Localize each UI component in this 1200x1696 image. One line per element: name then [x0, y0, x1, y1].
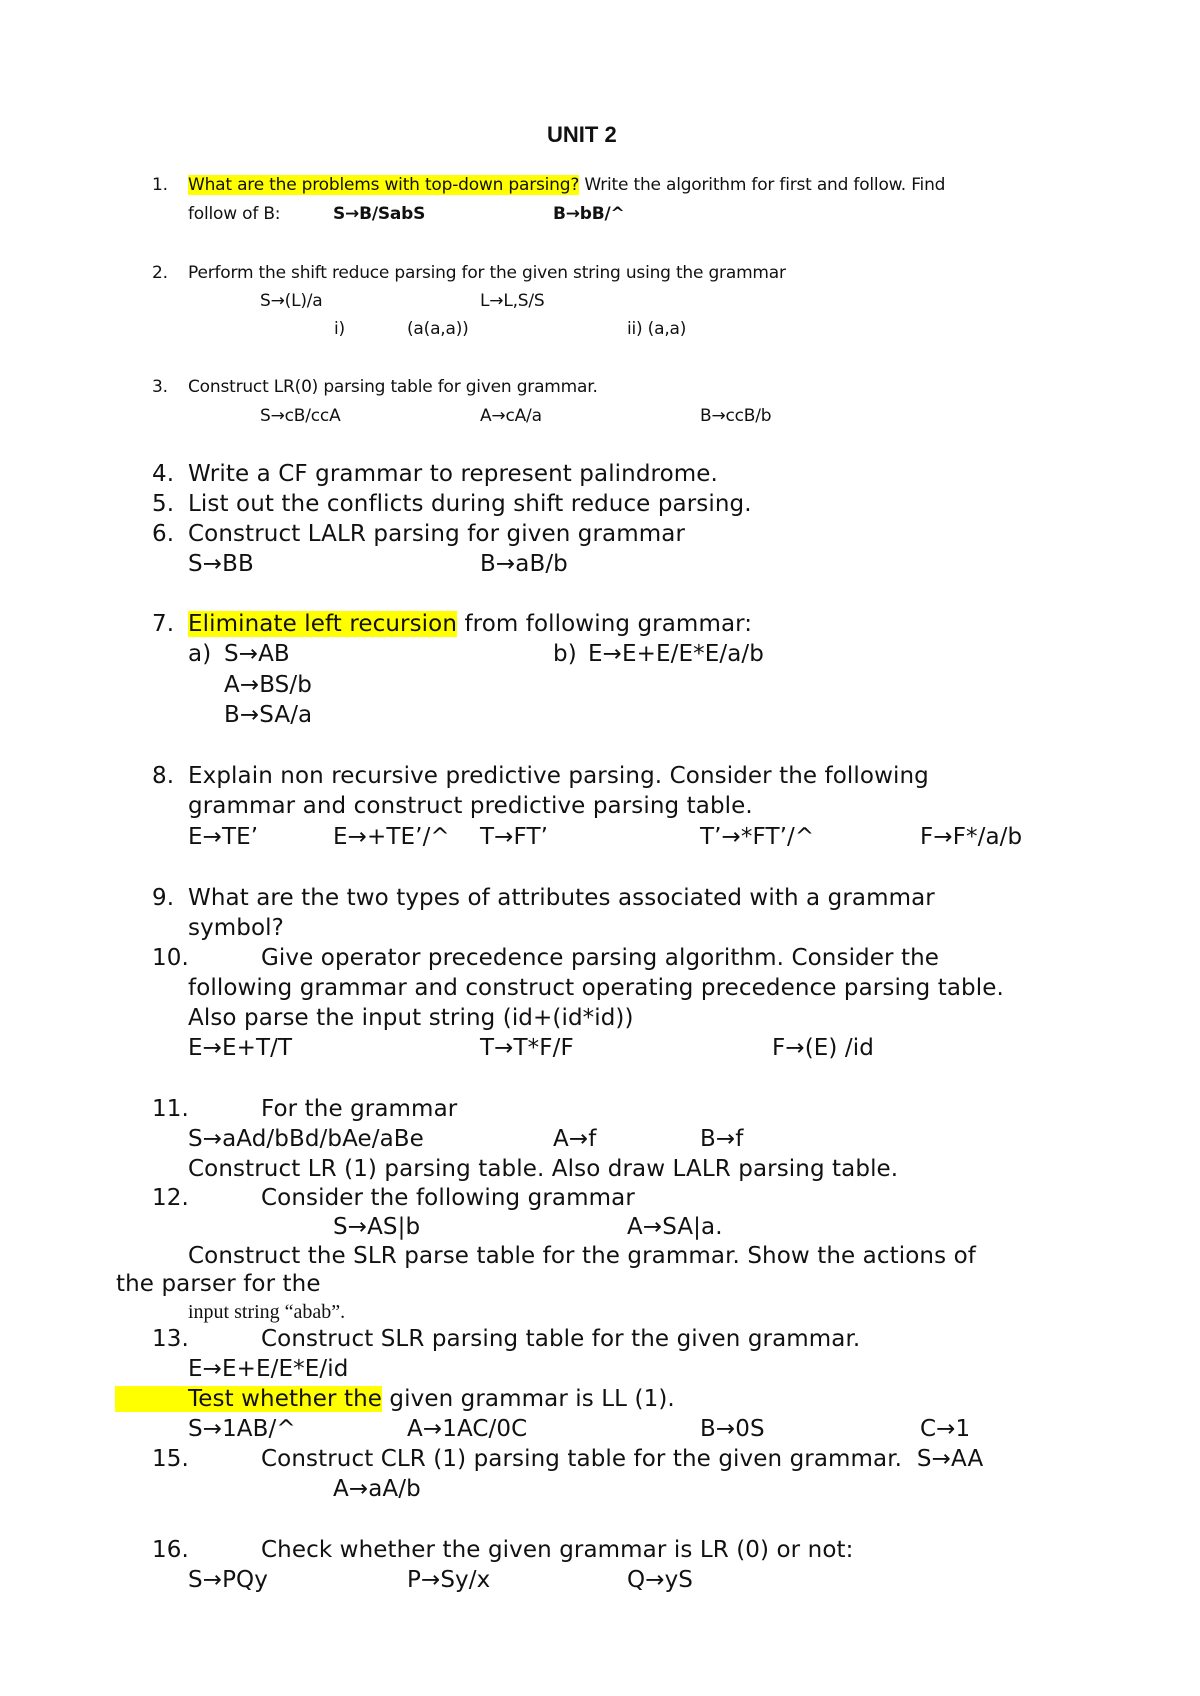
q8-line2: grammar and construct predictive parsing table. [188, 793, 753, 819]
q2-string-1-label: i) [334, 319, 345, 339]
q13-number: 13. [152, 1326, 189, 1352]
q2-string-2: ii) (a,a) [627, 319, 687, 339]
q5-number: 5. [152, 491, 175, 517]
q11-line2: Construct LR (1) parsing table. Also draw LALR parsing table. [188, 1156, 899, 1182]
q12-line2: Construct the SLR parse table for the grammar. Show the actions of [188, 1243, 976, 1269]
q7-b-grammar-1: E→E+E/E*E/a/b [588, 641, 764, 667]
q8-grammar-2: E→+TE’/^ [333, 824, 450, 850]
q2-string-1: (a(a,a)) [407, 319, 469, 339]
q14-grammar-3: B→0S [700, 1416, 765, 1442]
q6-grammar-1: S→BB [188, 551, 254, 577]
q14-highlight: Test whether the [115, 1386, 382, 1412]
q16-line1: Check whether the given grammar is LR (0) or not: [261, 1537, 854, 1563]
q12-grammar-2: A→SA|a. [627, 1214, 723, 1240]
q7-rest: from following grammar: [457, 611, 753, 637]
q12-line1: Consider the following grammar [261, 1185, 635, 1211]
q15-number: 15. [152, 1446, 189, 1472]
q16-grammar-3: Q→yS [627, 1567, 693, 1593]
q2-text: Perform the shift reduce parsing for the given string using the grammar [188, 263, 786, 283]
q3-grammar-2: A→cA/a [480, 406, 542, 426]
q15-grammar-1: A→aA/b [333, 1476, 421, 1502]
q11-grammar-3: B→f [700, 1126, 744, 1152]
q3-number: 3. [152, 377, 168, 397]
q4-text: Write a CF grammar to represent palindrome. [188, 461, 718, 487]
q2-number: 2. [152, 263, 168, 283]
q1-grammar-2: B→bB/^ [553, 204, 625, 224]
q1-number: 1. [152, 175, 168, 195]
q2-grammar-1: S→(L)/a [260, 291, 323, 311]
page-title: UNIT 2 [547, 122, 617, 147]
q6-number: 6. [152, 521, 175, 547]
q7-a-grammar-1: S→AB [224, 641, 290, 667]
q4-number: 4. [152, 461, 175, 487]
q11-grammar-1: S→aAd/bBd/bAe/aBe [188, 1126, 424, 1152]
q1-highlight: What are the problems with top-down parsing? [188, 175, 580, 195]
q15-line1: Construct CLR (1) parsing table for the given grammar. S→AA [261, 1446, 984, 1472]
q3-grammar-3: B→ccB/b [700, 406, 772, 426]
q9-line2: symbol? [188, 915, 284, 941]
q12-line4: input string “abab”. [188, 1301, 346, 1323]
q14-grammar-2: A→1AC/0C [407, 1416, 528, 1442]
q8-line1: Explain non recursive predictive parsing. Consider the following [188, 763, 929, 789]
q8-grammar-3: T→FT’ [480, 824, 549, 850]
q9-line1: What are the two types of attributes associated with a grammar [188, 885, 935, 911]
q7-a-grammar-2: A→BS/b [224, 672, 312, 698]
q11-line1: For the grammar [261, 1096, 458, 1122]
q11-grammar-2: A→f [553, 1126, 597, 1152]
q16-grammar-1: S→PQy [188, 1567, 268, 1593]
q7-a-label: a) [188, 641, 212, 667]
q12-grammar-1: S→AS|b [333, 1214, 421, 1240]
q12-line3: the parser for the [116, 1271, 321, 1297]
q14-grammar-1: S→1AB/^ [188, 1416, 296, 1442]
q7-highlight: Eliminate left recursion [188, 611, 458, 637]
q16-number: 16. [152, 1537, 189, 1563]
q10-grammar-3: F→(E) /id [772, 1035, 874, 1061]
q10-line1: Give operator precedence parsing algorithm. Consider the [261, 945, 940, 971]
q10-grammar-1: E→E+T/T [188, 1035, 293, 1061]
q5-text: List out the conflicts during shift reduce parsing. [188, 491, 752, 517]
q1-grammar-1: S→B/SabS [333, 204, 426, 224]
q10-number: 10. [152, 945, 189, 971]
q1-rest: Write the algorithm for first and follow. Find [579, 175, 946, 195]
q10-line3: Also parse the input string (id+(id*id)) [188, 1005, 634, 1031]
q11-number: 11. [152, 1096, 189, 1122]
q16-grammar-2: P→Sy/x [407, 1567, 491, 1593]
q6-text: Construct LALR parsing for given grammar [188, 521, 685, 547]
q3-text: Construct LR(0) parsing table for given grammar. [188, 377, 598, 397]
q13-grammar-1: E→E+E/E*E/id [188, 1356, 349, 1382]
q7-line1 [188, 613, 752, 636]
q7-b-label: b) [553, 641, 577, 667]
q1-cont: follow of B: [188, 204, 281, 224]
q13-line1: Construct SLR parsing table for the given grammar. [261, 1326, 861, 1352]
q7-number: 7. [152, 611, 175, 637]
q12-number: 12. [152, 1185, 189, 1211]
q6-grammar-2: B→aB/b [480, 551, 568, 577]
q2-grammar-2: L→L,S/S [480, 291, 545, 311]
q9-number: 9. [152, 885, 175, 911]
q8-grammar-4: T’→*FT’/^ [700, 824, 815, 850]
q8-grammar-5: F→F*/a/b [920, 824, 1023, 850]
q3-grammar-1: S→cB/ccA [260, 406, 341, 426]
q8-number: 8. [152, 763, 175, 789]
q14-rest: given grammar is LL (1). [382, 1386, 675, 1412]
q1-line1 [188, 177, 945, 194]
q14-line1 [188, 1388, 675, 1411]
q14-grammar-4: C→1 [920, 1416, 971, 1442]
q10-line2: following grammar and construct operating precedence parsing table. [188, 975, 1004, 1001]
q8-grammar-1: E→TE’ [188, 824, 259, 850]
q7-a-grammar-3: B→SA/a [224, 702, 313, 728]
q10-grammar-2: T→T*F/F [480, 1035, 574, 1061]
